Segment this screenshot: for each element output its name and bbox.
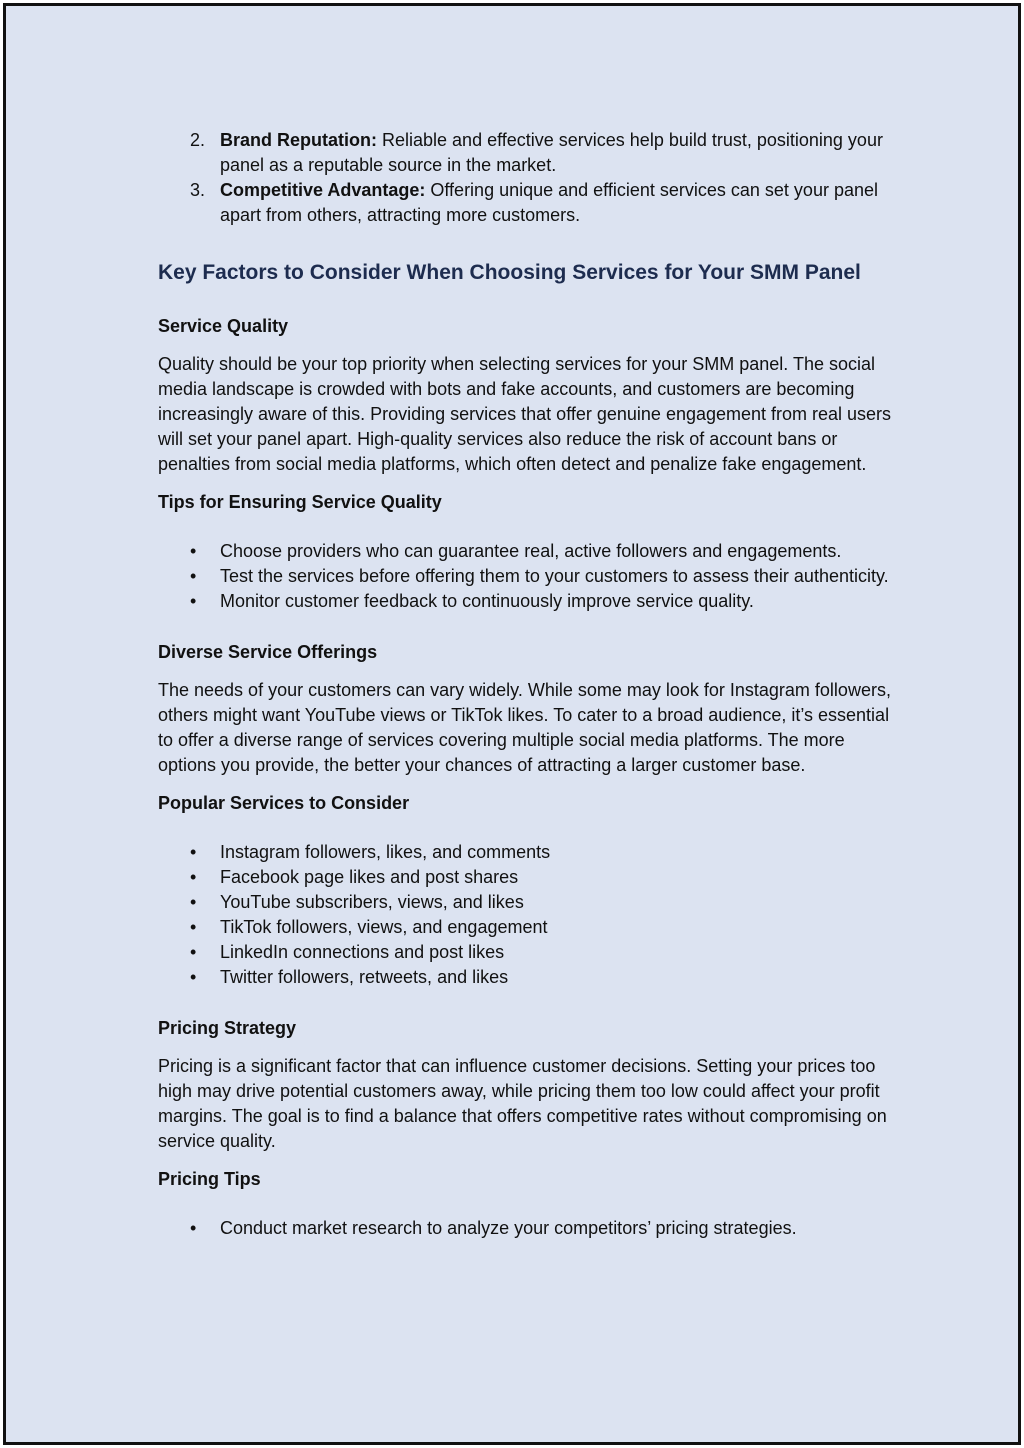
subsection-heading-service-quality: Service Quality bbox=[158, 316, 289, 336]
list-item bbox=[158, 128, 898, 178]
popular-services-list bbox=[158, 840, 898, 990]
bullet-icon: • bbox=[190, 1218, 197, 1238]
list-item bbox=[158, 178, 898, 228]
service-quality-tips-list bbox=[158, 539, 898, 614]
bullet-icon: • bbox=[190, 541, 197, 561]
list-item-text: Test the services before offering them to your customers to assess their authenticity. bbox=[220, 566, 889, 586]
list-item-title: Brand Reputation: bbox=[220, 130, 377, 150]
pricing-tips-heading: Pricing Tips bbox=[158, 1169, 261, 1189]
bullet-icon: • bbox=[190, 917, 197, 937]
list-item bbox=[158, 1216, 898, 1241]
list-item bbox=[158, 915, 898, 940]
section-heading: Key Factors to Consider When Choosing Services for Your SMM Panel bbox=[158, 261, 861, 284]
list-item-text: Instagram followers, likes, and comments bbox=[220, 842, 551, 862]
list-item-text: Reliable and effective services help build trust, positioning your panel as a reputable source in the market. bbox=[220, 130, 883, 175]
list-item bbox=[158, 890, 898, 915]
bullet-icon: • bbox=[190, 867, 197, 887]
tips-heading-service-quality: Tips for Ensuring Service Quality bbox=[158, 492, 442, 512]
list-item bbox=[158, 965, 898, 990]
page-content bbox=[158, 128, 898, 1241]
list-item-text: Choose providers who can guarantee real, active followers and engagements. bbox=[220, 541, 842, 561]
list-item bbox=[158, 564, 898, 589]
list-item-text: Conduct market research to analyze your competitors’ pricing strategies. bbox=[220, 1218, 797, 1238]
list-item-text: Twitter followers, retweets, and likes bbox=[220, 967, 509, 987]
list-item-text: Offering unique and efficient services can set your panel apart from others, attracting more customers. bbox=[220, 180, 878, 225]
list-item-text: Monitor customer feedback to continuously improve service quality. bbox=[220, 591, 754, 611]
list-number: 3. bbox=[190, 180, 206, 200]
list-item bbox=[158, 539, 898, 564]
list-number: 2. bbox=[190, 130, 206, 150]
list-item-text: YouTube subscribers, views, and likes bbox=[220, 892, 524, 912]
bullet-icon: • bbox=[190, 892, 197, 912]
list-item bbox=[158, 840, 898, 865]
bullet-icon: • bbox=[190, 566, 197, 586]
subsection-heading-diverse-offerings: Diverse Service Offerings bbox=[158, 642, 378, 662]
list-item-title: Competitive Advantage: bbox=[220, 180, 426, 200]
bullet-icon: • bbox=[190, 842, 197, 862]
list-item-text: Facebook page likes and post shares bbox=[220, 867, 519, 887]
list-item-text: LinkedIn connections and post likes bbox=[220, 942, 505, 962]
pricing-tips-list bbox=[158, 1216, 898, 1241]
service-quality-paragraph: Quality should be your top priority when selecting services for your SMM panel. The social media landscape is crowded with bots and fake accounts, and customers are becoming increasingly aware of this. Providing services that offer genuine engagement from real users will set your panel apart. High-quality services also reduce the risk of account bans or penalties from social media platforms, which often detect and penalize fake engagement. bbox=[158, 354, 892, 474]
pricing-paragraph: Pricing is a significant factor that can influence customer decisions. Setting your prices too high may drive potential customers away, while pricing them too low could affect your profit margins. The goal is to find a balance that offers competitive rates without compromising on service quality. bbox=[158, 1056, 887, 1151]
list-item-text: TikTok followers, views, and engagement bbox=[220, 917, 548, 937]
list-item bbox=[158, 940, 898, 965]
subsection-heading-pricing: Pricing Strategy bbox=[158, 1018, 297, 1038]
popular-services-heading: Popular Services to Consider bbox=[158, 793, 410, 813]
bullet-icon: • bbox=[190, 967, 197, 987]
list-item bbox=[158, 865, 898, 890]
bullet-icon: • bbox=[190, 591, 197, 611]
diverse-offerings-paragraph: The needs of your customers can vary widely. While some may look for Instagram followers, others might want YouTube views or TikTok likes. To cater to a broad audience, it’s essential to offer a diverse range of services covering multiple social media platforms. The more options you provide, the better your chances of attracting a larger customer base. bbox=[158, 680, 891, 775]
bullet-icon: • bbox=[190, 942, 197, 962]
document-page bbox=[3, 3, 1021, 1445]
list-item bbox=[158, 589, 898, 614]
numbered-list bbox=[158, 128, 898, 228]
